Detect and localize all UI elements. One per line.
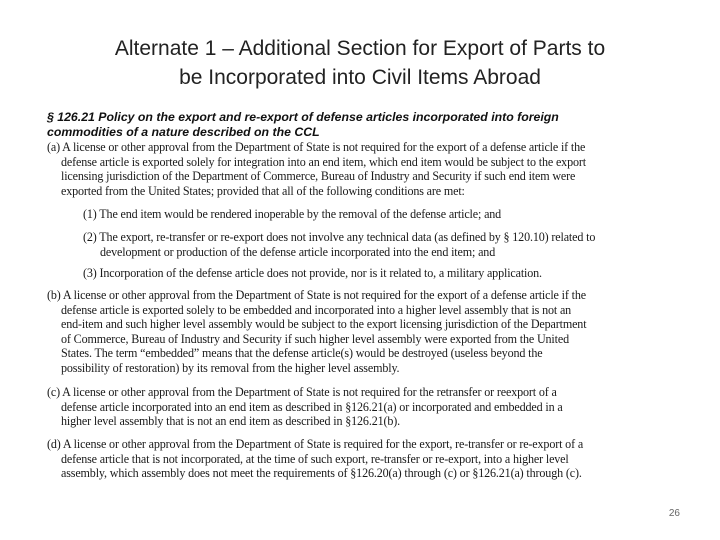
paragraph-d-line: assembly, which assembly does not meet the requirements of §126.20(a) through (c) or §126.21(a) through (c).	[61, 466, 582, 480]
paragraph-a-line: licensing jurisdiction of the Department of Commerce, Bureau of Industry and Security if such end item were	[61, 169, 576, 183]
paragraph-c-line: defense article incorporated into an end item as described in §126.21(a) or incorporated and embedded in a	[61, 399, 563, 414]
slide-title	[40, 34, 680, 92]
slide-title-line-1: Alternate 1 – Additional Section for Export of Parts to	[114, 37, 606, 60]
slide-title-line-2: be Incorporated into Civil Items Abroad	[179, 66, 541, 89]
paragraph-a-item-3	[83, 266, 683, 281]
paragraph-b-line: defense article is exported solely to be embedded and incorporated into a higher level assembly that is not an	[61, 302, 572, 317]
paragraph-a-line: exported from the United States; provided that all of the following conditions are met:	[61, 183, 465, 198]
page-number: 26	[668, 508, 680, 519]
paragraph-a-item-2	[83, 230, 683, 259]
paragraph-a-line: (a) A license or other approval from the Department of State is not required for the export of a defense article if the	[47, 140, 586, 154]
item-line: (3) Incorporation of the defense article does not provide, nor is it related to, a military application.	[83, 266, 542, 280]
paragraph-a	[47, 140, 683, 198]
paragraph-d-line: defense article that is not incorporated, at the time of such export, re-transfer or re-export, into a higher level	[61, 451, 569, 466]
paragraph-c-line: higher level assembly that is not an end item as described in §126.21(b).	[61, 414, 401, 428]
item-line: development or production of the defense article incorporated into the end item; and	[100, 244, 496, 259]
paragraph-b	[47, 288, 683, 375]
paragraph-c	[47, 385, 683, 429]
section-heading	[47, 110, 687, 139]
paragraph-b-line: (b) A license or other approval from the Department of State is not required for the export of a defense article if the	[47, 288, 586, 302]
section-heading-line-1: § 126.21 Policy on the export and re-export of defense articles incorporated into foreign	[47, 110, 559, 124]
paragraph-b-line: of Commerce, Bureau of Industry and Security if such higher level assembly were exported from the United	[61, 331, 569, 346]
paragraph-a-line: defense article is exported solely for integration into an end item, which end item would be subject to the export	[61, 154, 586, 169]
paragraph-b-line: States. The term “embedded” means that the defense article(s) would be destroyed (useless beyond the	[61, 346, 543, 360]
paragraph-d	[47, 437, 683, 481]
item-line: (1) The end item would be rendered inoperable by the removal of the defense article; and	[83, 207, 502, 221]
paragraph-b-line: possibility of restoration) by its removal from the higher level assembly.	[61, 360, 400, 375]
item-line: (2) The export, re-transfer or re-export does not involve any technical data (as defined by § 120.10) related to	[83, 230, 596, 244]
paragraph-c-line: (c) A license or other approval from the Department of State is not required for the retransfer or reexport of a	[47, 385, 557, 399]
section-heading-line-2: commodities of a nature described on the CCL	[47, 124, 320, 139]
paragraph-b-line: end-item and such higher level assembly would be subject to the export licensing jurisdiction of the Department	[61, 317, 587, 331]
paragraph-d-line: (d) A license or other approval from the Department of State is required for the export, re-transfer or re-export of a	[47, 437, 584, 451]
paragraph-a-item-1	[83, 207, 683, 222]
